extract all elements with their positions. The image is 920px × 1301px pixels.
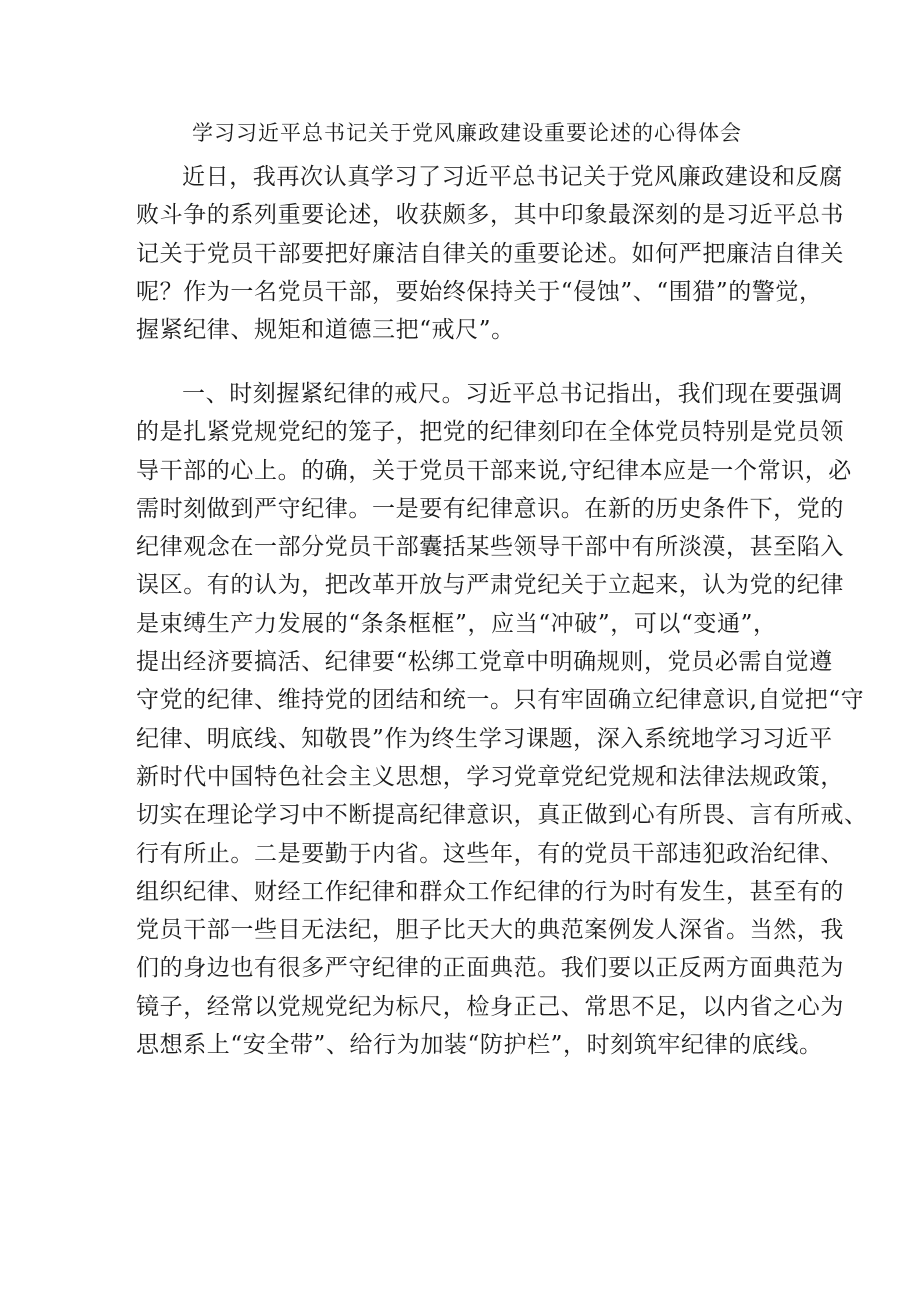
text-line: 一、时刻握紧纪律的戒尺。习近平总书记指出，我们现在要强调: [182, 381, 843, 407]
text-line: 纪律、明底线、知敬畏”作为终生学习课题，深入系统地学习习近平: [136, 725, 833, 752]
text-line: 需时刻做到严守纪律。一是要有纪律意识。在新的历史条件下，党的: [136, 495, 844, 522]
paragraph-1: [136, 158, 844, 349]
text-line: 提出经济要搞活、纪律要“松绑工党章中明确规则，党员必需自觉遵: [136, 649, 833, 676]
text-line: 守党的纪律、维持党的团结和统一。只有牢固确立纪律意识,自觉把“守: [136, 687, 865, 714]
text-line: 记关于党员干部要把好廉洁自律关的重要论述。如何严把廉洁自律关: [136, 240, 844, 267]
text-line: 党员干部一些目无法纪，胆子比天大的典范案例发人深省。当然，我: [136, 917, 844, 944]
text-line: 的是扎紧党规党纪的笼子，把党的纪律刻印在全体党员特别是党员领: [136, 419, 844, 446]
text-line: 镜子，经常以党规党纪为标尺，检身正己、常思不足，以内省之心为: [136, 993, 844, 1020]
paragraph-2: [136, 375, 868, 1064]
text-line: 呢？作为一名党员干部，要始终保持关于“侵蚀”、“围猎”的警觉，: [136, 278, 823, 305]
text-line: 握紧纪律、规矩和道德三把“戒尺”。: [136, 317, 515, 344]
text-line: 行有所止。二是要勤于内省。这些年，有的党员干部违犯政治纪律、: [136, 840, 844, 867]
text-line: 误区。有的认为，把改革开放与严肃党纪关于立起来，认为党的纪律: [136, 572, 844, 599]
text-line: 切实在理论学习中不断提高纪律意识，真正做到心有所畏、言有所戒、: [136, 802, 868, 829]
text-line: 败斗争的系列重要论述，收获颇多，其中印象最深刻的是习近平总书: [136, 202, 844, 229]
text-line: 纪律观念在一部分党员干部囊括某些领导干部中有所淡漠，甚至陷入: [136, 534, 844, 561]
text-line: 新时代中国特色社会主义思想，学习党章党纪党规和法律法规政策，: [136, 763, 844, 790]
text-line: 导干部的心上。的确，关于党员干部来说,守纪律本应是一个常识，必: [136, 457, 852, 484]
text-line: 近日，我再次认真学习了习近平总书记关于党风廉政建设和反腐: [182, 164, 843, 190]
document-title: 学习习近平总书记关于党风廉政建设重要论述的心得体会: [192, 121, 742, 145]
text-line: 们的身边也有很多严守纪律的正面典范。我们要以正反两方面典范为: [136, 955, 844, 982]
text-line: 思想系上“安全带”、给行为加装“防护栏”，时刻筑牢纪律的底线。: [136, 1032, 823, 1059]
text-line: 是束缚生产力发展的“条条框框”，应当“冲破”，可以“变通”，: [136, 610, 777, 637]
text-line: 组织纪律、财经工作纪律和群众工作纪律的行为时有发生，甚至有的: [136, 878, 844, 905]
